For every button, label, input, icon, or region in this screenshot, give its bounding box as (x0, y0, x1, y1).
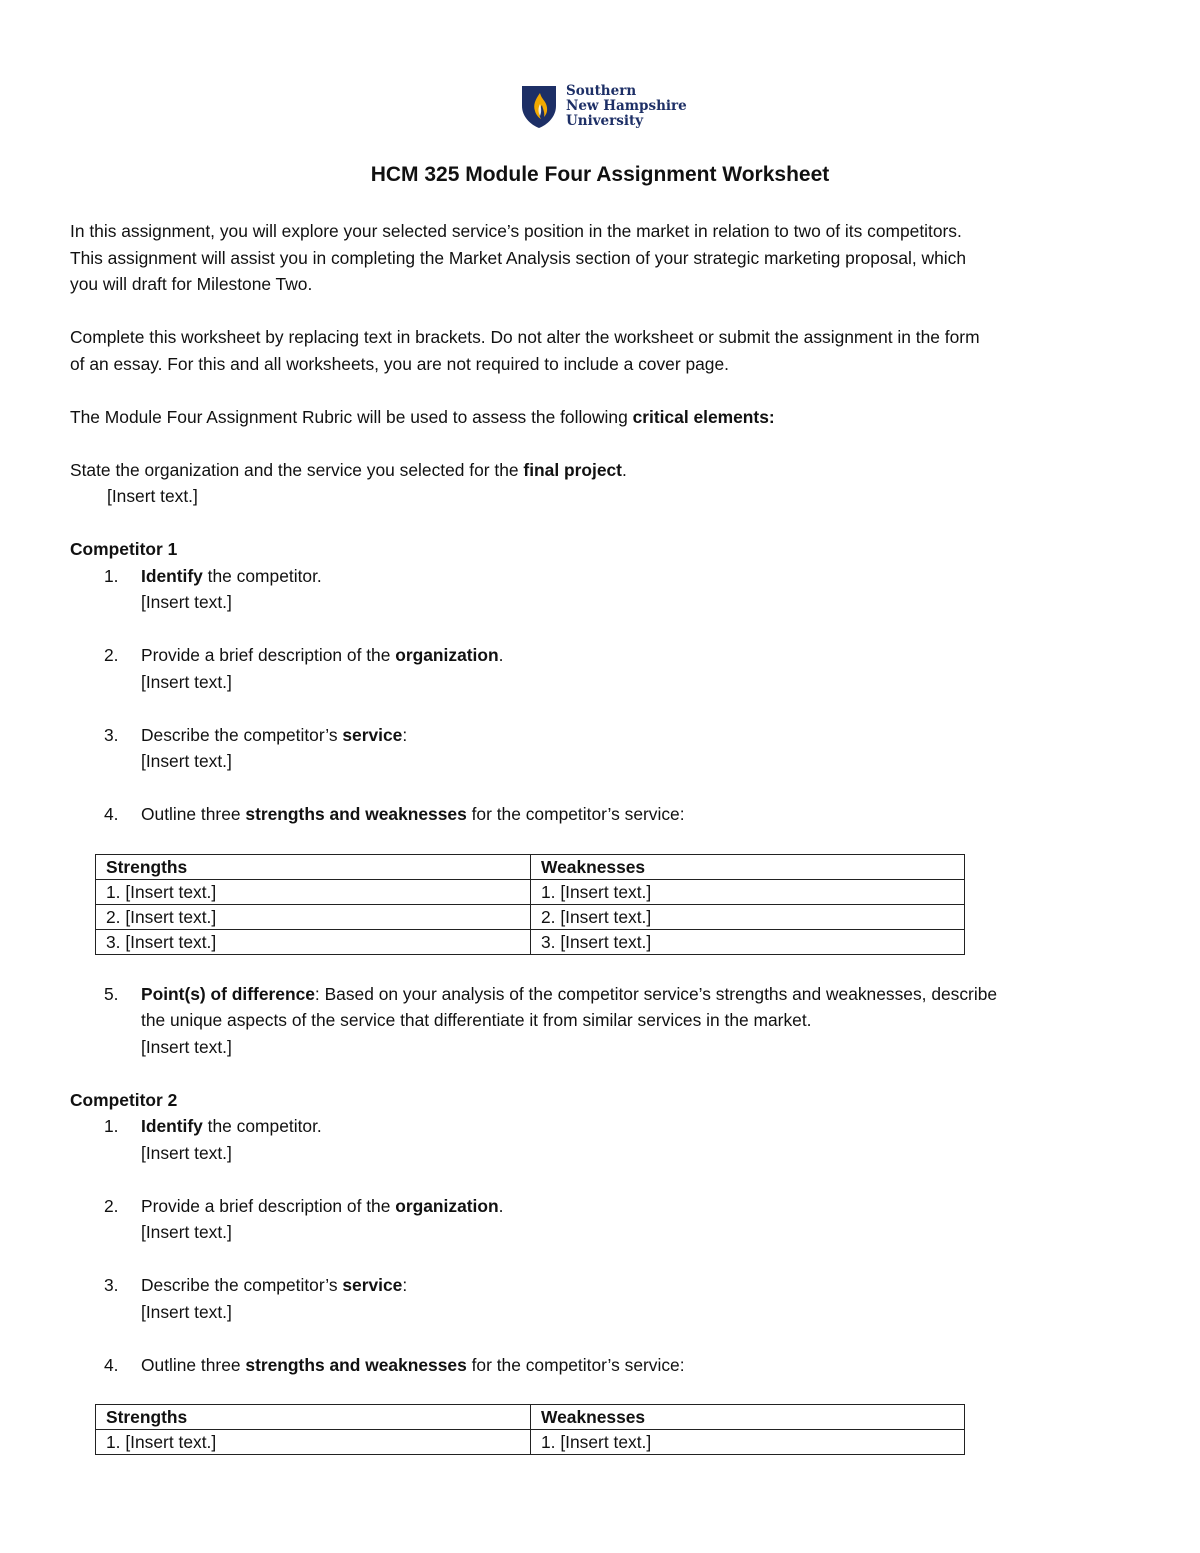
item-keyword: Identify (141, 565, 203, 586)
final-project-label: final project (523, 459, 622, 480)
worksheet-body (70, 218, 1140, 1455)
competitor-1-item-1 (70, 563, 1140, 616)
logo-wordmark (566, 84, 687, 129)
competitor-1-item-2-insert[interactable]: [Insert text.] (141, 671, 232, 692)
intro-p2-line1: Complete this worksheet by replacing text in brackets. Do not alter the worksheet or submit the assignment in the form (70, 327, 980, 347)
item-number: 4. (104, 804, 119, 824)
competitor-2-item-4 (70, 1352, 1140, 1379)
table-row (96, 1430, 965, 1455)
competitor-1-item-3-insert[interactable]: [Insert text.] (141, 751, 232, 771)
competitor-1-sw-table (95, 854, 965, 955)
final-project-prompt-text: State the organization and the service you selected for the (70, 459, 524, 480)
competitor-1-list (70, 563, 1140, 828)
item-keyword: Point(s) of difference (141, 983, 315, 1004)
item-keyword: strengths and weaknesses (245, 1354, 467, 1375)
competitor-2-item-1 (70, 1113, 1140, 1166)
rubric-statement (70, 404, 1140, 431)
item-keyword: organization (395, 1195, 499, 1216)
item-number: 5. (104, 983, 119, 1004)
competitor-2-item-2 (70, 1193, 1140, 1246)
item-keyword: service (342, 724, 403, 745)
item-text: Provide a brief description of the (141, 1195, 396, 1216)
shield-flame-icon (520, 84, 558, 130)
table-header-row (96, 1405, 965, 1430)
table-row (96, 904, 965, 929)
critical-elements-label: critical elements: (632, 406, 775, 427)
final-project-prompt (70, 457, 1140, 484)
logo-line-1: Southern (566, 83, 637, 99)
competitor-1-list-cont (70, 981, 1140, 1061)
item-keyword: service (342, 1275, 403, 1295)
item-punct: : (402, 1275, 408, 1295)
competitor-1-item-3 (70, 722, 1140, 775)
item-text: Outline three (141, 804, 246, 824)
weaknesses-header: Weaknesses (531, 854, 965, 879)
item-number: 1. (104, 1116, 119, 1136)
intro-p1-line2: This assignment will assist you in completing the Market Analysis section of your strategic marketing proposal, which (70, 247, 967, 268)
table-header-row (96, 854, 965, 879)
weaknesses-header: Weaknesses (531, 1405, 965, 1430)
competitor-2-item-3-insert[interactable]: [Insert text.] (141, 1301, 232, 1322)
strengths-header: Strengths (96, 854, 531, 879)
competitor-1-item-5 (70, 981, 1140, 1061)
item-number: 2. (104, 1195, 119, 1216)
item-text: Provide a brief description of the (141, 645, 396, 665)
competitor-2-heading: Competitor 2 (70, 1089, 178, 1110)
item-text-line-2: the unique aspects of the service that differentiate it from similar services in the market. (141, 1010, 812, 1030)
rubric-statement-text: The Module Four Assignment Rubric will be used to assess the following (70, 406, 633, 427)
strength-cell[interactable]: 1. [Insert text.] (96, 879, 531, 904)
competitor-1-item-4 (70, 801, 1140, 828)
item-text: Describe the competitor’s (141, 1275, 343, 1295)
table-row (96, 879, 965, 904)
table-row (96, 929, 965, 954)
item-text: the competitor. (202, 565, 322, 586)
intro-p1-line3: you will draft for Milestone Two. (70, 274, 313, 294)
weakness-cell[interactable]: 1. [Insert text.] (531, 1430, 965, 1455)
intro-p2-line2: of an essay. For this and all worksheets, you are not required to include a cover page. (70, 353, 729, 374)
item-text: for the competitor’s service: (466, 1354, 685, 1375)
item-text: for the competitor’s service: (466, 804, 685, 824)
logo-line-3: University (566, 113, 644, 129)
item-punct: . (498, 1195, 504, 1216)
item-number: 3. (104, 1275, 119, 1295)
competitor-1-item-1-insert[interactable]: [Insert text.] (141, 592, 232, 612)
item-text: : Based on your analysis of the competitor service’s strengths and weaknesses, describe (314, 983, 998, 1004)
item-number: 4. (104, 1354, 119, 1375)
competitor-2-item-2-insert[interactable]: [Insert text.] (141, 1222, 232, 1242)
item-number: 2. (104, 645, 119, 665)
item-keyword: Identify (141, 1116, 203, 1136)
item-text: the competitor. (202, 1116, 322, 1136)
strength-cell[interactable]: 2. [Insert text.] (96, 904, 531, 929)
final-project-insert[interactable]: [Insert text.] (107, 486, 198, 506)
item-text: Outline three (141, 1354, 246, 1375)
competitor-2-list (70, 1113, 1140, 1378)
item-number: 1. (104, 565, 119, 586)
strength-cell[interactable]: 3. [Insert text.] (96, 929, 531, 954)
strength-cell[interactable]: 1. [Insert text.] (96, 1430, 531, 1455)
page-title: HCM 325 Module Four Assignment Worksheet (370, 163, 830, 186)
competitor-2-sw-table (95, 1404, 965, 1455)
competitor-1-item-2 (70, 642, 1140, 695)
item-keyword: organization (395, 645, 499, 665)
item-punct: : (402, 724, 408, 745)
item-punct: . (498, 645, 504, 665)
logo-line-2: New Hampshire (566, 98, 687, 114)
weakness-cell[interactable]: 1. [Insert text.] (531, 879, 965, 904)
competitor-1-item-5-insert[interactable]: [Insert text.] (141, 1036, 232, 1057)
item-keyword: strengths and weaknesses (245, 804, 467, 824)
intro-p1-line1: In this assignment, you will explore your selected service’s position in the market in relation to two of its competitors. (70, 221, 962, 241)
item-number: 3. (104, 724, 119, 745)
strengths-header: Strengths (96, 1405, 531, 1430)
snhu-logo (520, 84, 687, 130)
weakness-cell[interactable]: 3. [Insert text.] (531, 929, 965, 954)
competitor-2-item-1-insert[interactable]: [Insert text.] (141, 1142, 232, 1163)
competitor-2-item-3 (70, 1272, 1140, 1325)
weakness-cell[interactable]: 2. [Insert text.] (531, 904, 965, 929)
item-text: Describe the competitor’s (141, 724, 343, 745)
final-project-period: . (621, 459, 627, 480)
competitor-1-heading: Competitor 1 (70, 539, 178, 559)
